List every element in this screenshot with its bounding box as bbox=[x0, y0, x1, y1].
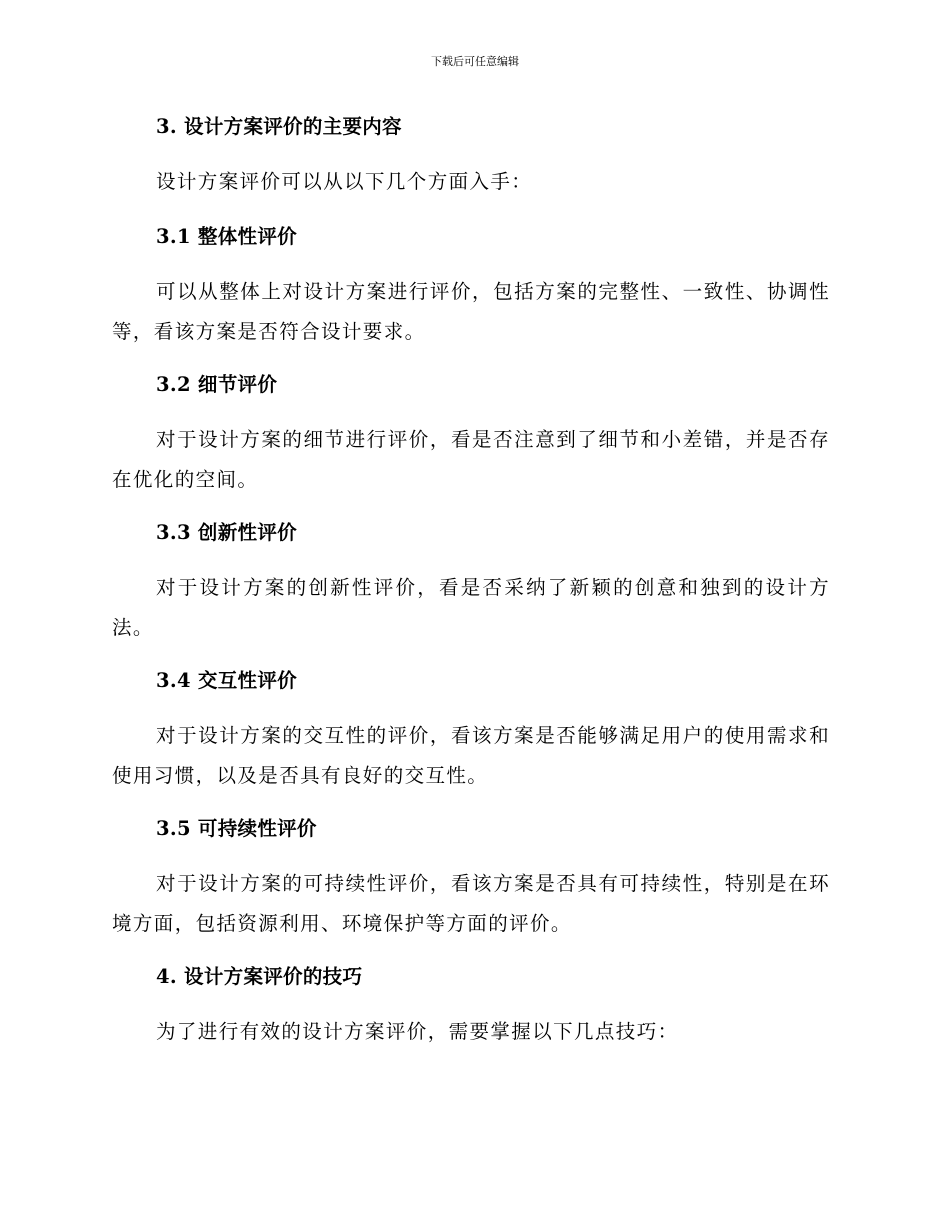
document-body bbox=[112, 108, 830, 1068]
section-3-1-body: 可以从整体上对设计方案进行评价，包括方案的完整性、一致性、协调性等，看该方案是否符合设计要求。 bbox=[112, 280, 830, 343]
section-3-intro: 设计方案评价可以从以下几个方面入手： bbox=[156, 170, 533, 193]
section-3-heading: 3. 设计方案评价的主要内容 bbox=[156, 115, 402, 138]
section-4-heading: 4. 设计方案评价的技巧 bbox=[156, 965, 363, 988]
section-3-4-body: 对于设计方案的交互性的评价，看该方案是否能够满足用户的使用需求和使用习惯，以及是否具有良好的交互性。 bbox=[112, 724, 830, 787]
section-3-5-body: 对于设计方案的可持续性评价，看该方案是否具有可持续性，特别是在环境方面，包括资源利用、环境保护等方面的评价。 bbox=[112, 872, 830, 935]
section-3-1-heading: 3.1 整体性评价 bbox=[156, 225, 297, 248]
section-3-3-body: 对于设计方案的创新性评价，看是否采纳了新颖的创意和独到的设计方法。 bbox=[112, 576, 830, 639]
section-3-2-body: 对于设计方案的细节进行评价，看是否注意到了细节和小差错，并是否存在优化的空间。 bbox=[112, 428, 830, 491]
section-3-3-heading: 3.3 创新性评价 bbox=[156, 521, 297, 544]
section-4-intro: 为了进行有效的设计方案评价，需要掌握以下几点技巧： bbox=[156, 1020, 679, 1043]
page-header-note: 下载后可任意编辑 bbox=[431, 55, 519, 68]
section-3-5-heading: 3.5 可持续性评价 bbox=[156, 817, 317, 840]
section-3-2-heading: 3.2 细节评价 bbox=[156, 373, 278, 396]
section-3-4-heading: 3.4 交互性评价 bbox=[156, 669, 297, 692]
